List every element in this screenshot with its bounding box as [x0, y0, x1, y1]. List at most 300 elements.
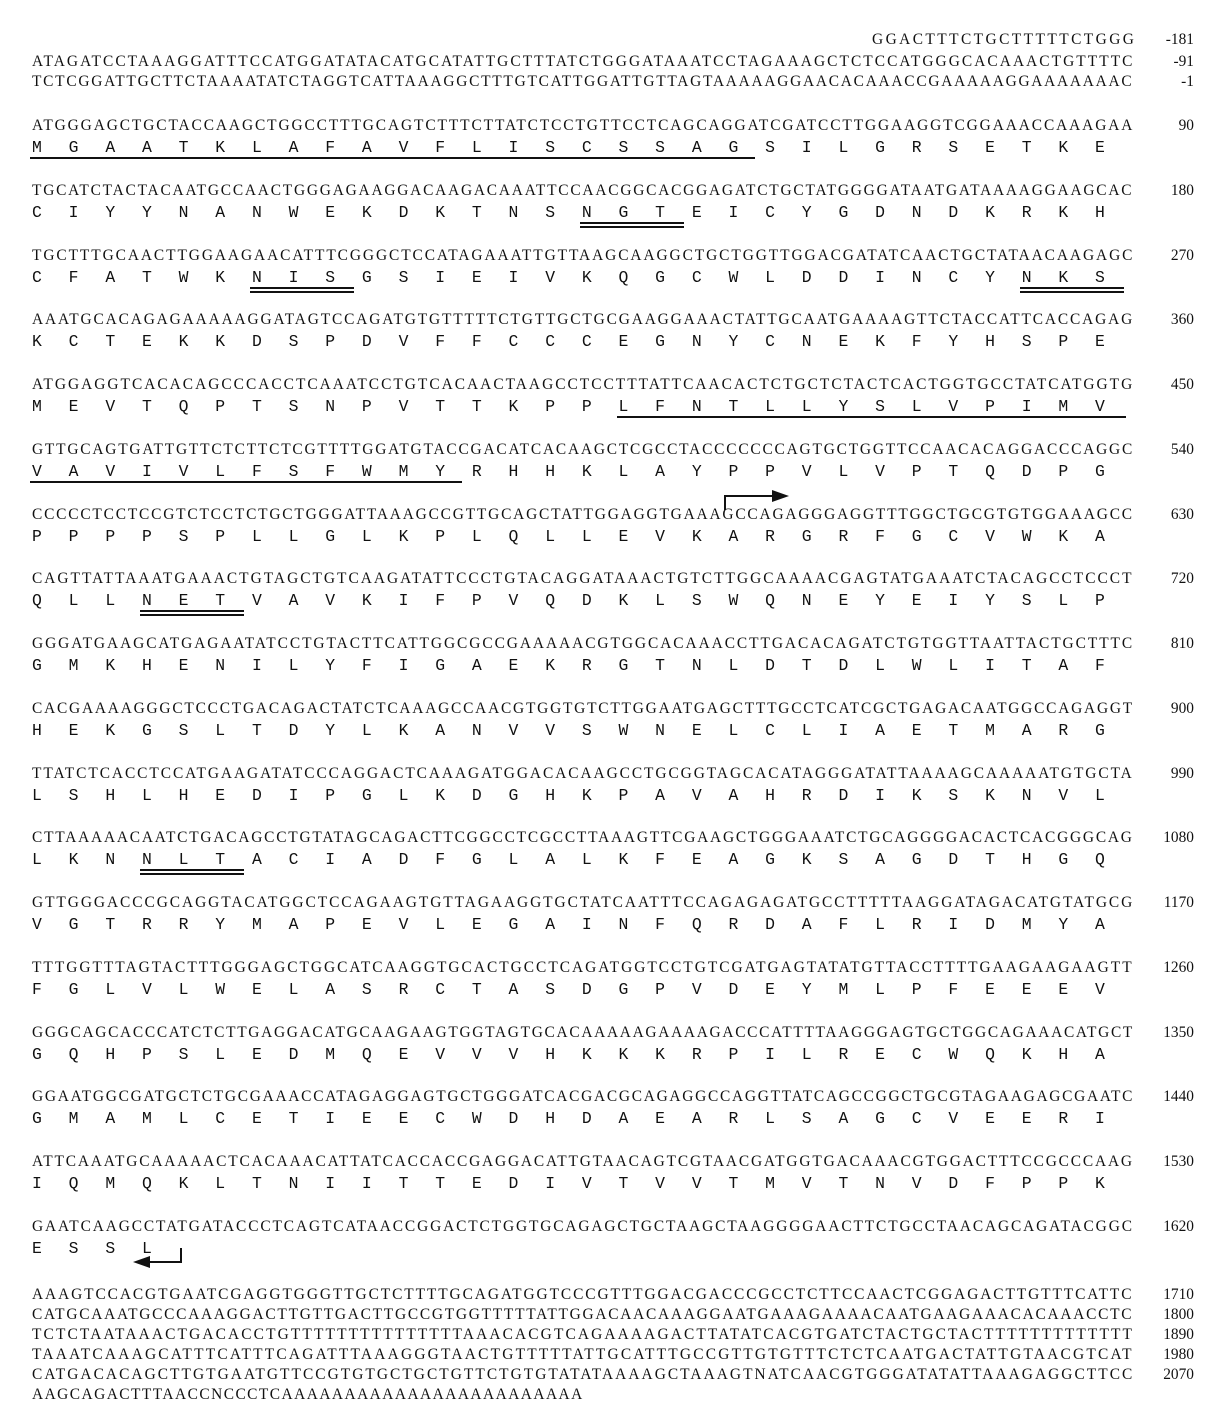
amino-acid-residue: H — [545, 461, 556, 481]
amino-acid-residue: A — [105, 1109, 116, 1129]
amino-acid-residue: Q — [68, 1174, 79, 1193]
dna-sequence-line: CCCCCTCCTCCGTCTCCTCTGCTGGGATTAAAGCCGTTGCAGCTATTGGAGGTGAAAGCCAGAGGGAGGTTTGGCTGCGTGTGGAAAGCC — [32, 505, 1134, 523]
amino-acid-residue: K — [1095, 1174, 1105, 1193]
amino-acid-residue: G — [68, 138, 79, 157]
amino-acid-residue: L — [361, 720, 372, 740]
amino-acid-residue: G — [1095, 461, 1105, 481]
amino-acid-residue: D — [948, 202, 959, 222]
amino-acid-residue: E — [618, 526, 629, 546]
amino-acid-residue: G — [1095, 720, 1105, 740]
amino-acid-residue: P — [361, 397, 372, 416]
amino-acid-residue: V — [875, 461, 885, 481]
amino-acid-residue: V — [105, 397, 116, 416]
amino-acid-residue: A — [105, 138, 116, 157]
amino-acid-residue: A — [728, 526, 739, 546]
amino-acid-residue: P — [68, 526, 79, 546]
amino-acid-residue: N — [288, 1174, 299, 1193]
amino-acid-residue: P — [1021, 1174, 1032, 1193]
amino-acid-residue: T — [215, 850, 226, 870]
amino-acid-residue: V — [32, 461, 42, 481]
amino-acid-residue: E — [1095, 138, 1105, 157]
amino-acid-residue: F — [655, 915, 665, 934]
amino-acid-residue: L — [581, 526, 592, 546]
amino-acid-residue: E — [141, 332, 152, 352]
amino-acid-residue: P — [471, 591, 482, 611]
amino-acid-residue: A — [141, 138, 152, 157]
amino-acid-residue: Q — [985, 1044, 995, 1064]
amino-acid-residue: K — [581, 267, 592, 287]
amino-acid-residue: A — [215, 202, 226, 222]
amino-acid-residue: K — [215, 138, 226, 157]
amino-acid-residue: S — [765, 138, 775, 157]
amino-acid-residue: W — [471, 1109, 482, 1129]
amino-acid-residue: W — [911, 656, 922, 675]
amino-acid-residue: D — [288, 1044, 299, 1064]
amino-acid-residue: L — [288, 979, 299, 999]
amino-acid-residue: G — [618, 979, 629, 999]
amino-acid-residue: C — [581, 138, 592, 157]
amino-acid-residue: L — [801, 397, 812, 416]
amino-acid-residue: C — [32, 267, 42, 287]
amino-acid-residue: K — [1058, 138, 1069, 157]
amino-acid-residue: V — [398, 332, 409, 352]
amino-acid-residue: A — [801, 915, 812, 934]
amino-acid-residue: V — [948, 397, 959, 416]
amino-acid-residue: E — [691, 202, 702, 222]
glycosylation-site-underline — [250, 287, 354, 289]
dna-sequence-line: ATTCAAATGCAAAAACTCACAAACATTATCACCACCGAGGACATTGTAACAGTCGTAACGATGGTGACAAACGTGGACTTTCCGCCCAAG — [32, 1153, 1134, 1170]
amino-acid-residue: N — [251, 267, 262, 287]
amino-acid-residue: G — [765, 850, 775, 870]
amino-acid-residue: E — [1021, 979, 1032, 999]
amino-acid-residue: V — [508, 591, 519, 611]
amino-acid-residue: E — [985, 979, 995, 999]
amino-acid-residue: A — [361, 850, 372, 870]
amino-acid-residue: A — [288, 591, 299, 611]
amino-acid-residue: I — [948, 591, 959, 611]
amino-acid-residue: L — [215, 461, 226, 481]
amino-acid-residue: T — [105, 332, 116, 352]
amino-acid-residue: M — [141, 1109, 152, 1129]
dna-sequence-line: GTTGCAGTGATTGTTCTCTTCTCGTTTTGGATGTACCGACATCACAAGCTCGCCTACCCCCCCAGTGCTGGTTCCAACACAGGACCCAGGC — [32, 440, 1135, 458]
amino-acid-residue: N — [691, 332, 702, 352]
position-number: 1980 — [1163, 1346, 1194, 1363]
amino-acid-residue: K — [655, 1044, 665, 1064]
amino-acid-residue: G — [325, 526, 336, 546]
amino-acid-residue: C — [435, 1109, 446, 1129]
amino-acid-residue: C — [215, 1109, 226, 1129]
amino-acid-residue: L — [765, 267, 775, 287]
amino-acid-residue: N — [618, 915, 629, 934]
amino-acid-residue: R — [728, 915, 739, 934]
amino-acid-residue: D — [361, 332, 372, 352]
amino-acid-residue: V — [545, 720, 556, 740]
amino-acid-residue: C — [32, 202, 42, 222]
dna-sequence-line: TGCATCTACTACAATGCCAACTGGGAGAAGGACAAGACAAATTCCAACGGCACGGAGATCTGCTATGGGGATAATGATAAAAGGAAGCAC — [32, 181, 1134, 199]
amino-acid-residue: F — [1095, 656, 1105, 675]
amino-acid-residue: V — [985, 526, 995, 546]
amino-acid-residue: S — [325, 267, 336, 287]
amino-acid-residue: L — [545, 526, 556, 546]
amino-acid-residue: A — [655, 461, 665, 481]
amino-acid-residue: E — [178, 656, 189, 675]
dna-sequence-line: ATGGGAGCTGCTACCAAGCTGGCCTTTGCAGTCTTTCTTATCTCCTGTTCCTCAGCAGGATCGATCCTTGGAAGGTCGGAAACCAAAGAA — [32, 117, 1135, 134]
amino-acid-residue: N — [1021, 267, 1032, 287]
amino-acid-residue: F — [435, 850, 446, 870]
amino-acid-residue: F — [325, 138, 336, 157]
amino-acid-residue: S — [691, 591, 702, 611]
amino-acid-residue: E — [691, 720, 702, 740]
amino-acid-residue: H — [545, 1109, 556, 1129]
amino-acid-residue: Y — [325, 720, 336, 740]
amino-acid-residue: N — [178, 202, 189, 222]
amino-acid-residue: G — [838, 202, 849, 222]
amino-acid-residue: S — [838, 850, 849, 870]
amino-acid-residue: N — [1021, 785, 1032, 805]
amino-acid-residue: Y — [325, 656, 336, 675]
amino-acid-residue: F — [655, 397, 665, 416]
amino-acid-residue: C — [948, 526, 959, 546]
amino-acid-residue: L — [581, 850, 592, 870]
amino-acid-residue: L — [105, 979, 116, 999]
amino-acid-residue: Q — [508, 526, 519, 546]
amino-acid-residue: Q — [691, 915, 702, 934]
amino-acid-residue: P — [581, 397, 592, 416]
amino-acid-residue: H — [141, 656, 152, 675]
amino-acid-residue: P — [215, 397, 226, 416]
dna-sequence-line: GGACTTTCTGCTTTTTCTGGG — [872, 31, 1137, 48]
amino-acid-residue: T — [985, 850, 995, 870]
amino-acid-residue: H — [105, 1044, 116, 1064]
amino-acid-residue: I — [801, 138, 812, 157]
amino-acid-residue: D — [398, 850, 409, 870]
amino-acid-residue: K — [618, 591, 629, 611]
amino-acid-residue: E — [1058, 979, 1069, 999]
amino-acid-residue: S — [545, 202, 556, 222]
amino-acid-residue: V — [398, 397, 409, 416]
amino-acid-residue: D — [765, 915, 775, 934]
amino-acid-residue: V — [435, 1044, 446, 1064]
amino-acid-residue: S — [875, 397, 885, 416]
position-number: 540 — [1170, 440, 1194, 458]
amino-acid-residue: I — [325, 1109, 336, 1129]
amino-acid-residue: T — [251, 1174, 262, 1193]
position-number: 1800 — [1163, 1306, 1194, 1323]
amino-acid-residue: L — [728, 656, 739, 675]
amino-acid-residue: R — [1021, 202, 1032, 222]
amino-acid-residue: Q — [985, 461, 995, 481]
amino-acid-residue: E — [178, 591, 189, 611]
amino-acid-residue: E — [471, 267, 482, 287]
amino-acid-residue: L — [471, 138, 482, 157]
amino-acid-residue: V — [911, 1174, 922, 1193]
amino-acid-residue: K — [581, 785, 592, 805]
amino-acid-residue: E — [361, 1109, 372, 1129]
amino-acid-residue: L — [215, 720, 226, 740]
amino-acid-residue: F — [435, 332, 446, 352]
amino-acid-residue: L — [508, 850, 519, 870]
amino-acid-residue: S — [655, 138, 665, 157]
amino-acid-residue: M — [32, 138, 42, 157]
amino-acid-residue: K — [398, 720, 409, 740]
amino-acid-residue: E — [875, 1044, 885, 1064]
amino-acid-residue: T — [215, 591, 226, 611]
amino-acid-line — [32, 138, 1132, 158]
amino-acid-residue: C — [765, 332, 775, 352]
amino-acid-residue: R — [398, 979, 409, 999]
amino-acid-residue: R — [911, 915, 922, 934]
amino-acid-residue: A — [1095, 915, 1105, 934]
amino-acid-residue: E — [398, 1109, 409, 1129]
amino-acid-residue: E — [985, 138, 995, 157]
amino-acid-residue: E — [325, 202, 336, 222]
amino-acid-residue: K — [985, 202, 995, 222]
amino-acid-residue: D — [471, 785, 482, 805]
amino-acid-residue: G — [875, 1109, 885, 1129]
amino-acid-residue: L — [361, 526, 372, 546]
amino-acid-residue: L — [251, 526, 262, 546]
position-number: 1530 — [1163, 1153, 1194, 1170]
amino-acid-residue: K — [361, 202, 372, 222]
position-number: 900 — [1170, 699, 1194, 717]
amino-acid-residue: A — [838, 1109, 849, 1129]
position-number: 270 — [1170, 246, 1194, 264]
amino-acid-residue: P — [1058, 461, 1069, 481]
amino-acid-residue: T — [471, 397, 482, 416]
dna-sequence-line: GGGCAGCACCCATCTCTTGAGGACATGCAAGAAGTGGTAGTGCACAAAAAGAAAAGACCCATTTTAAGGGAGTGCTGGCAGAAACATGCT — [32, 1023, 1135, 1041]
amino-acid-residue: T — [1021, 656, 1032, 675]
amino-acid-residue: T — [948, 461, 959, 481]
amino-acid-residue: T — [948, 720, 959, 740]
amino-acid-residue: E — [215, 785, 226, 805]
amino-acid-residue: G — [141, 720, 152, 740]
amino-acid-residue: C — [691, 267, 702, 287]
amino-acid-residue: I — [435, 267, 446, 287]
amino-acid-residue: V — [398, 915, 409, 934]
position-number: 630 — [1170, 505, 1194, 523]
amino-acid-residue: L — [875, 979, 885, 999]
amino-acid-residue: M — [765, 1174, 775, 1193]
glycosylation-site-underline — [140, 614, 244, 616]
amino-acid-residue: C — [68, 332, 79, 352]
amino-acid-residue: D — [508, 1109, 519, 1129]
amino-acid-residue: L — [875, 915, 885, 934]
amino-acid-residue: A — [545, 915, 556, 934]
amino-acid-residue: C — [911, 1109, 922, 1129]
amino-acid-residue: A — [288, 138, 299, 157]
amino-acid-residue: W — [288, 202, 299, 222]
amino-acid-residue: Q — [1095, 850, 1105, 870]
amino-acid-residue: C — [545, 332, 556, 352]
amino-acid-residue: E — [32, 1238, 42, 1258]
amino-acid-residue: E — [471, 1174, 482, 1193]
amino-acid-residue: K — [581, 1044, 592, 1064]
amino-acid-residue: Q — [141, 1174, 152, 1193]
amino-acid-residue: I — [325, 1174, 336, 1193]
amino-acid-residue: G — [471, 850, 482, 870]
amino-acid-residue: Y — [985, 591, 995, 611]
amino-acid-residue: I — [398, 591, 409, 611]
amino-acid-residue: E — [655, 1109, 665, 1129]
amino-acid-residue: T — [435, 397, 446, 416]
amino-acid-line — [32, 1045, 1132, 1065]
amino-acid-residue: Y — [985, 267, 995, 287]
amino-acid-residue: K — [618, 850, 629, 870]
amino-acid-residue: L — [801, 1044, 812, 1064]
dna-sequence-line: GGGATGAAGCATGAGAATATCCTGTACTTCATTGGCGCCGAAAAACGTGGCACAAACCTTGACACAGATCTGTGGTTAATTACTGCTTTC — [32, 635, 1135, 652]
amino-acid-residue: L — [765, 1109, 775, 1129]
amino-acid-residue: L — [398, 785, 409, 805]
dna-sequence-line: TCTCGGATTGCTTCTAAAATATCTAGGTCATTAAAGGCTTTGTCATTGGATTGTTAGTAAAAAGGAACACAAACCGAAAAAGGAAAAAAAC — [32, 73, 1134, 90]
amino-acid-residue: R — [838, 1044, 849, 1064]
amino-acid-residue: G — [655, 267, 665, 287]
amino-acid-residue: D — [838, 656, 849, 675]
amino-acid-residue: T — [398, 1174, 409, 1193]
amino-acid-residue: C — [581, 332, 592, 352]
amino-acid-residue: S — [545, 138, 556, 157]
amino-acid-residue: H — [105, 785, 116, 805]
amino-acid-residue: K — [105, 656, 116, 675]
amino-acid-residue: P — [325, 785, 336, 805]
amino-acid-line — [32, 203, 1132, 223]
amino-acid-residue: R — [911, 138, 922, 157]
amino-acid-residue: D — [985, 915, 995, 934]
amino-acid-residue: I — [948, 915, 959, 934]
dna-sequence-line: ATGGAGGTCACACAGCCCACCTCAAATCCTGTCACAACTAAGCCTCCTTTATTCAACACTCTGCTCTACTCACTGGTGCCTATCATGGTG — [32, 376, 1135, 393]
amino-acid-residue: A — [1058, 656, 1069, 675]
amino-acid-residue: E — [618, 332, 629, 352]
position-number: 1710 — [1163, 1286, 1194, 1303]
amino-acid-residue: L — [471, 526, 482, 546]
dna-sequence-line: TAAATCAAAGCATTTCATTTCAGATTTAAAGGGTAACTGTTTTTATTGCATTTGCCGTTGTGTTTCTCTCAATGACTATTGTAACGTCAT — [32, 1346, 1134, 1363]
amino-acid-residue: E — [68, 720, 79, 740]
amino-acid-residue: E — [765, 979, 775, 999]
glycosylation-site-underline — [140, 873, 244, 875]
glycosylation-site-underline — [140, 610, 244, 612]
glycosylation-site-underline — [580, 226, 684, 228]
amino-acid-residue: I — [288, 267, 299, 287]
amino-acid-residue: E — [691, 850, 702, 870]
amino-acid-residue: A — [728, 850, 739, 870]
amino-acid-residue: G — [618, 202, 629, 222]
amino-acid-residue: G — [728, 138, 739, 157]
amino-acid-line — [32, 786, 1132, 806]
amino-acid-residue: C — [765, 720, 775, 740]
amino-acid-residue: I — [32, 1174, 42, 1193]
amino-acid-residue: P — [728, 1044, 739, 1064]
amino-acid-residue: T — [105, 915, 116, 934]
amino-acid-residue: G — [618, 656, 629, 675]
amino-acid-residue: P — [1058, 332, 1069, 352]
amino-acid-residue: L — [141, 785, 152, 805]
amino-acid-residue: W — [618, 720, 629, 740]
amino-acid-residue: A — [1021, 720, 1032, 740]
amino-acid-residue: N — [911, 267, 922, 287]
amino-acid-residue: S — [105, 1238, 116, 1258]
amino-acid-residue: I — [581, 915, 592, 934]
amino-acid-residue: K — [1021, 1044, 1032, 1064]
amino-acid-residue: L — [178, 850, 189, 870]
amino-acid-residue: P — [728, 461, 739, 481]
amino-acid-residue: S — [178, 720, 189, 740]
amino-acid-residue: K — [215, 332, 226, 352]
amino-acid-residue: K — [68, 850, 79, 870]
amino-acid-residue: D — [875, 202, 885, 222]
amino-acid-residue: G — [361, 785, 372, 805]
amino-acid-residue: V — [545, 267, 556, 287]
amino-acid-residue: W — [728, 267, 739, 287]
amino-acid-residue: G — [875, 138, 885, 157]
amino-acid-residue: L — [215, 1174, 226, 1193]
amino-acid-residue: V — [801, 1174, 812, 1193]
amino-acid-residue: I — [1095, 1109, 1105, 1129]
amino-acid-residue: T — [141, 267, 152, 287]
amino-acid-residue: S — [1021, 591, 1032, 611]
dna-sequence-line: TTTGGTTTAGTACTTTGGGAGCTGGCATCAAGGTGCACTGCCTCAGATGGTCCTGTCGATGAGTATATGTTACCTTTTGAAGAAGAAGTT — [32, 958, 1134, 976]
amino-acid-residue: A — [435, 720, 446, 740]
amino-acid-residue: I — [838, 720, 849, 740]
amino-acid-residue: K — [32, 332, 42, 352]
amino-acid-residue: I — [985, 656, 995, 675]
amino-acid-residue: Y — [1058, 915, 1069, 934]
amino-acid-line — [32, 850, 1132, 870]
amino-acid-residue: Y — [435, 461, 446, 481]
amino-acid-residue: W — [361, 461, 372, 481]
amino-acid-residue: V — [178, 461, 189, 481]
amino-acid-residue: I — [875, 785, 885, 805]
amino-acid-residue: P — [985, 397, 995, 416]
amino-acid-residue: G — [911, 526, 922, 546]
amino-acid-residue: N — [581, 202, 592, 222]
amino-acid-residue: I — [398, 656, 409, 675]
amino-acid-residue: L — [948, 656, 959, 675]
amino-acid-residue: W — [178, 267, 189, 287]
amino-acid-residue: G — [508, 915, 519, 934]
amino-acid-residue: T — [141, 397, 152, 416]
amino-acid-residue: E — [1095, 332, 1105, 352]
amino-acid-residue: W — [1021, 526, 1032, 546]
amino-acid-residue: V — [32, 915, 42, 934]
dna-sequence-line: GAATCAAGCCTATGATACCCTCAGTCATAACCGGACTCTGGTGCAGAGCTGCTAAGCTAAGGGGAACTTCTGCCTAACAGCAGATACGGC — [32, 1217, 1134, 1235]
amino-acid-residue: M — [398, 461, 409, 481]
amino-acid-residue: D — [1021, 461, 1032, 481]
amino-acid-residue: A — [325, 979, 336, 999]
amino-acid-residue: G — [435, 656, 446, 675]
amino-acid-residue: G — [801, 526, 812, 546]
amino-acid-residue: K — [435, 202, 446, 222]
glycosylation-site-underline — [1020, 291, 1124, 293]
amino-acid-residue: S — [68, 785, 79, 805]
amino-acid-residue: T — [288, 1109, 299, 1129]
amino-acid-residue: F — [251, 461, 262, 481]
amino-acid-line — [32, 397, 1132, 417]
amino-acid-residue: Y — [838, 397, 849, 416]
amino-acid-residue: S — [545, 979, 556, 999]
amino-acid-residue: A — [288, 915, 299, 934]
amino-acid-residue: K — [178, 1174, 189, 1193]
amino-acid-residue: D — [251, 332, 262, 352]
dna-sequence-line: CATGACACAGCTTGTGAATGTTCCGTGTGCTGCTGTTCTGTGTATATAAAAGCTAAAGTNATCAACGTGGGATATATTAAAGAGGCTTCC — [32, 1366, 1135, 1383]
amino-acid-residue: E — [251, 1109, 262, 1129]
amino-acid-residue: R — [728, 1109, 739, 1129]
amino-acid-residue: Y — [801, 979, 812, 999]
amino-acid-residue: S — [68, 1238, 79, 1258]
amino-acid-residue: F — [655, 850, 665, 870]
amino-acid-residue: P — [545, 397, 556, 416]
amino-acid-residue: L — [435, 915, 446, 934]
amino-acid-residue: T — [801, 656, 812, 675]
amino-acid-residue: F — [68, 267, 79, 287]
